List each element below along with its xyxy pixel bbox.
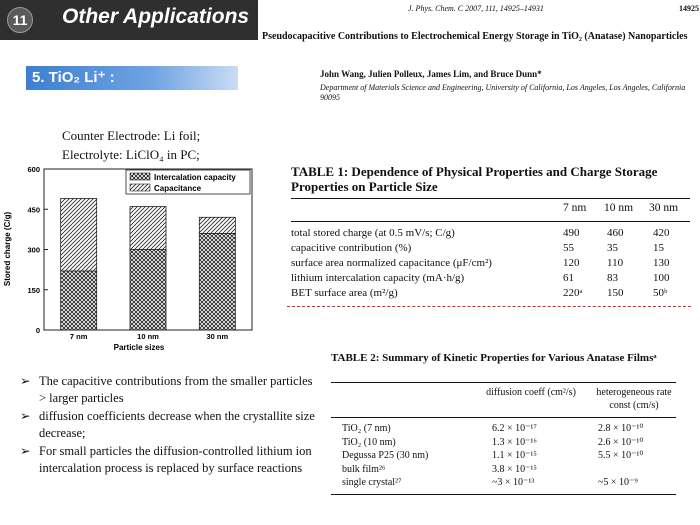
bar-intercalation: [199, 233, 235, 330]
table2-diffusion-cell: 1.1 × 10⁻¹⁵: [492, 450, 537, 461]
table1-cell: 15: [653, 242, 664, 254]
table1-cell: 420: [653, 227, 670, 239]
table1-header: [291, 199, 690, 222]
table1-row-label: BET surface area (m²/g): [291, 287, 398, 299]
table2-row-label: bulk film²⁶: [342, 463, 386, 475]
arrow-bullet-icon: ➢: [20, 374, 31, 388]
table2-diffusion-cell: 3.8 × 10⁻¹⁵: [492, 463, 537, 475]
table1-cell: 120: [563, 257, 580, 269]
paper-authors: John Wang, Julien Polleux, James Lim, and Bruce Dunn*: [320, 69, 542, 79]
bar-capacitance: [61, 199, 97, 271]
table1-row-label: surface area normalized capacitance (μF/cm²): [291, 257, 492, 269]
table2-rate-cell: ~5 × 10⁻⁹: [598, 477, 638, 488]
table1-cell: 50ᵇ: [653, 287, 668, 299]
stored-charge-chart: [0, 160, 260, 360]
table1-cell: 490: [563, 227, 580, 239]
table2-rate-cell: 2.6 × 10⁻¹⁰: [598, 436, 644, 448]
paper-affiliation: Department of Materials Science and Engineering, University of California, Los Angeles, Los Angeles, California 90095: [320, 83, 686, 102]
y-tick-label: 600: [27, 165, 40, 174]
table2-row: [342, 477, 682, 489]
y-tick-label: 150: [27, 285, 40, 295]
table2-col-diffusion: diffusion coeff (cm²/s): [486, 387, 576, 398]
legend-swatch-intercalation: [130, 173, 150, 180]
table1-bottom-rule: [287, 306, 691, 307]
bullet-list: [20, 373, 320, 478]
table2-top-rule: [331, 382, 676, 383]
journal-page: 14925: [679, 4, 699, 13]
bullet-item: [20, 443, 320, 477]
electrolyte-text: Electrolyte: LiClO₄ in PC;: [62, 147, 200, 162]
table1-row-label: lithium intercalation capacity (mA·h/g): [291, 272, 465, 284]
bullet-text: The capacitive contributions from the smaller particles > larger particles: [39, 374, 313, 405]
table2-row-label: TiO₂ (10 nm): [342, 436, 396, 448]
bullet-text: For small particles the diffusion-controlled lithium ion intercalation process is replaced by surface reactions: [39, 444, 312, 475]
table2-row: [342, 450, 682, 462]
table1-row: [291, 242, 691, 257]
y-tick-label: 300: [27, 245, 40, 255]
table1-cell: 35: [607, 242, 618, 254]
table1-col-7nm: 7 nm: [563, 202, 587, 214]
table2-row-label: Degussa P25 (30 nm): [342, 450, 429, 461]
chart-bars: [61, 199, 236, 330]
subtitle-text: 5. TiO₂ Li⁺ :: [32, 69, 115, 86]
arrow-bullet-icon: ➢: [20, 409, 31, 423]
table1-cell: 150: [607, 287, 624, 299]
table2-row-label: TiO₂ (7 nm): [342, 423, 391, 434]
table2-row: [342, 464, 682, 476]
table1-row-label: total stored charge (at 0.5 mV/s; C/g): [291, 227, 455, 239]
table1-col-30nm: 30 nm: [649, 202, 679, 214]
bullet-text: diffusion coefficients decrease when the crystallite size decrease;: [39, 409, 315, 440]
table1-cell: 220ᵃ: [563, 287, 583, 299]
bar-capacitance: [199, 217, 235, 233]
bullet-item: [20, 408, 320, 442]
table1-row: [291, 257, 691, 272]
bar-capacitance: [130, 207, 166, 250]
table2-col-rate: heterogeneous rate const (cm/s): [596, 387, 672, 411]
table1-cell: 460: [607, 227, 624, 239]
bar-intercalation: [61, 271, 97, 330]
table1-row: [291, 227, 691, 242]
paper-title: Pseudocapacitive Contributions to Electrochemical Energy Storage in TiO₂ (Anatase) Nanoparticles: [262, 31, 688, 42]
table1-cell: 55: [563, 242, 574, 254]
chart-y-label: Stored charge (C/g): [3, 211, 12, 287]
table2-diffusion-cell: 1.3 × 10⁻¹⁶: [492, 436, 537, 448]
table1-row: [291, 287, 691, 302]
table1-cell: 130: [653, 257, 670, 269]
table2-rate-cell: 5.5 × 10⁻¹⁰: [598, 450, 644, 461]
y-tick-label: 450: [27, 205, 40, 215]
table1-cell: 61: [563, 272, 574, 284]
counter-electrode-text: Counter Electrode: Li foil;: [62, 128, 201, 143]
section-title: Other Applications: [62, 5, 250, 28]
table1-row-label: capacitive contribution (%): [291, 242, 412, 254]
table2-row-label: single crystal²⁷: [342, 477, 402, 488]
table2-bottom-rule: [331, 494, 676, 495]
chart-legend: [126, 170, 250, 194]
y-tick-label: 0: [35, 326, 40, 335]
table1-cell: 110: [607, 257, 624, 269]
table2-header-rule: [331, 417, 676, 418]
journal-reference: J. Phys. Chem. C 2007, 111, 14925–14931: [408, 4, 544, 13]
table1-col-10nm: 10 nm: [604, 202, 634, 214]
bullet-item: [20, 373, 320, 407]
section-number-badge: 11: [7, 7, 33, 33]
table1-title: TABLE 1: Dependence of Physical Properties and Charge Storage Properties on Particle Size: [291, 164, 658, 194]
table2-diffusion-cell: 6.2 × 10⁻¹⁷: [492, 423, 537, 434]
arrow-bullet-icon: ➢: [20, 444, 31, 458]
table2-rate-cell: 2.8 × 10⁻¹⁰: [598, 423, 644, 434]
table1-cell: 100: [653, 272, 670, 284]
table1-row: [291, 272, 691, 287]
chart-x-label: Particle sizes: [113, 343, 165, 352]
legend-label-intercalation: Intercalation capacity: [154, 173, 236, 182]
x-tick-label: 7 nm: [69, 332, 88, 341]
table2-title: TABLE 2: Summary of Kinetic Properties for Various Anatase Filmsᵃ: [331, 352, 657, 364]
bar-intercalation: [130, 250, 166, 331]
x-tick-label: 10 nm: [137, 332, 159, 341]
table2-row: [342, 423, 682, 435]
legend-swatch-capacitance: [130, 184, 150, 191]
table2-row: [342, 437, 682, 449]
table1-cell: 83: [607, 272, 618, 284]
legend-label-capacitance: Capacitance: [154, 184, 202, 193]
x-tick-label: 30 nm: [206, 332, 229, 341]
table2-diffusion-cell: ~3 × 10⁻¹³: [492, 477, 535, 488]
